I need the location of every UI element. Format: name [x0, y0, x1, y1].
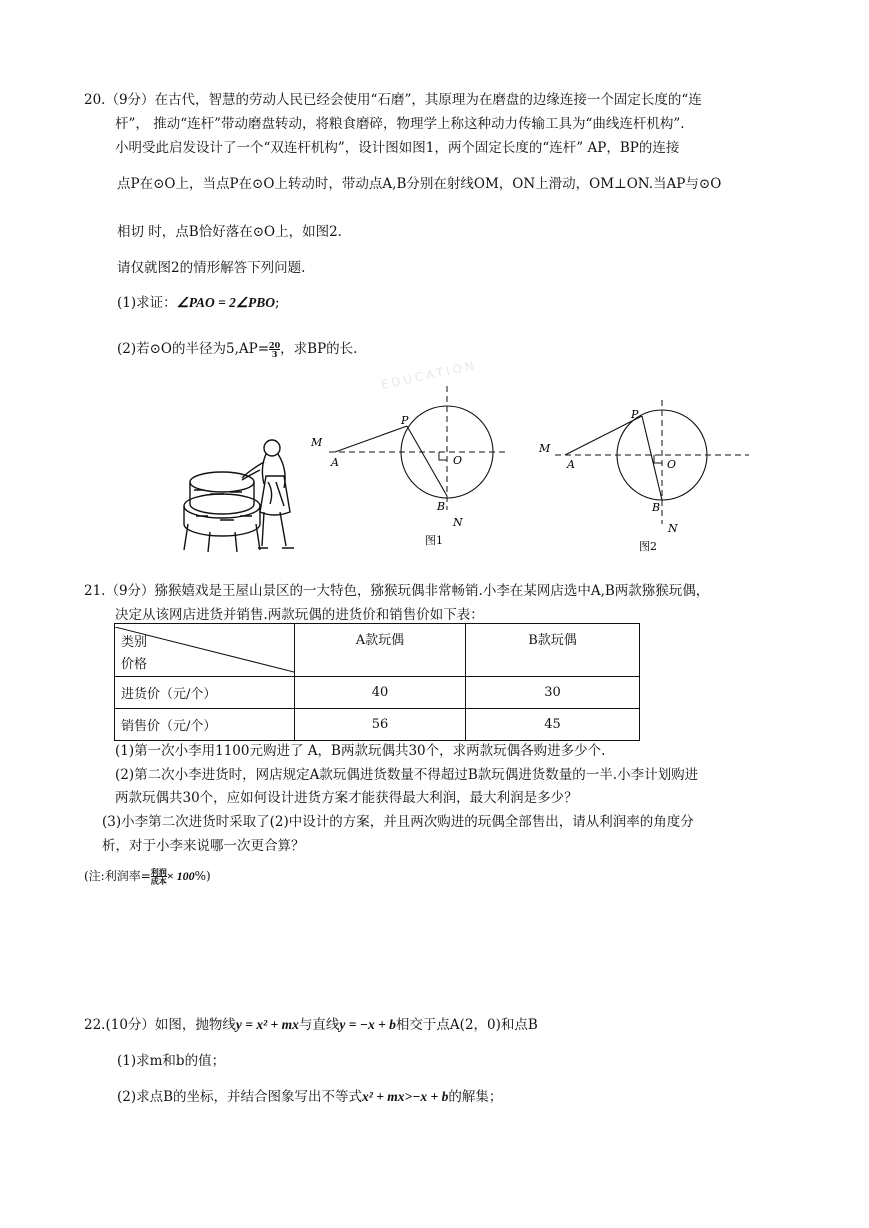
fig2-rod-ap: [565, 416, 642, 455]
q22-line1: [84, 1013, 538, 1033]
q20-part1: [117, 291, 280, 311]
q21-note: [84, 867, 211, 885]
figure-2: [535, 396, 753, 554]
fig2-label-o: O: [667, 458, 677, 471]
price-table-col-a: A款玩偶: [295, 624, 466, 677]
price-table-corner-cell: [115, 624, 295, 677]
q21-note-prefix: (注:利润率=: [84, 869, 151, 883]
price-table-cell-b: 30: [466, 677, 640, 709]
fig1-label-m: M: [311, 436, 323, 449]
price-table-cell-a: 40: [295, 677, 466, 709]
q20-line5: 相切 时，点B恰好落在⊙O上，如图2.: [117, 224, 342, 240]
q21-part3a: (3)小李第二次进货时采取了(2)中设计的方案，并且两次购进的玩偶全部售出，请从利润率的角度分: [102, 814, 694, 830]
price-table-row: [115, 709, 640, 741]
q20-line3: 小明受此启发设计了一个“双连杆机构”，设计图如图1，两个固定长度的“连杆” AP，BP的连接: [115, 140, 680, 156]
q20-line4: 点P在⊙O上，当点P在⊙O上转动时，带动点A,B分别在射线OM，ON上滑动，OM⊥ON.当AP与⊙O: [117, 176, 722, 192]
fig2-label-n: N: [668, 522, 678, 535]
q20-part2-fraction-numerator: 20: [269, 340, 281, 350]
q22-part1: (1)求m和b的值；: [117, 1053, 226, 1069]
fig2-caption: 图2: [639, 540, 657, 553]
fig1-label-a: A: [331, 456, 339, 469]
q20-part2-suffix: ，求BP的长.: [280, 341, 358, 357]
corner-label-price: 价格: [121, 656, 148, 672]
watermark: EDUCATION: [379, 358, 478, 392]
q20-part2-fraction-denominator: 3: [271, 349, 278, 359]
q20-line2: 杆”， 推动“连杆”带动磨盘转动，将粮食磨碎，物理学上称这种动力传输工具为“曲线连杆机构”.: [115, 116, 685, 132]
fig1-label-b: B: [437, 500, 446, 513]
fig1-label-n: N: [453, 516, 463, 529]
fig1-caption: 图1: [425, 534, 443, 547]
fig1-rod-ap: [335, 426, 407, 452]
q21-note-denominator: 成本: [150, 876, 167, 886]
figure-1: [305, 378, 513, 550]
fig2-label-b: B: [652, 501, 661, 514]
q22-part2-prefix: (2)求点B的坐标，并结合图象写出不等式: [117, 1089, 363, 1105]
q21-part3b: 析，对于小李来说哪一次更合算？: [102, 838, 305, 854]
fig2-label-a: A: [567, 458, 575, 471]
fig2-label-p: P: [631, 408, 639, 421]
q22-inequality: x² + mx>−x + b: [362, 1089, 449, 1104]
q20-part1-suffix: ;: [275, 295, 280, 311]
price-table-row-label: 销售价（元/个）: [115, 709, 295, 741]
q21-line1: 21.（9分）猕猴嬉戏是王屋山景区的一大特色，猕猴玩偶非常畅销.小李在某网店选中A,B两款猕猴玩偶，: [84, 583, 710, 599]
price-table-row: [115, 677, 640, 709]
q22-parabola-eq: y = x² + mx: [235, 1017, 299, 1032]
q20-line6: 请仅就图2的情形解答下列问题.: [117, 260, 306, 276]
price-table-cell-a: 56: [295, 709, 466, 741]
fig2-label-m: M: [539, 442, 551, 455]
q21-note-fraction: [151, 868, 167, 885]
fig1-label-o: O: [453, 454, 463, 467]
q21-note-suffix: %): [194, 869, 211, 883]
q21-note-times: × 100: [166, 869, 195, 883]
q22-line-eq: y = −x + b: [339, 1017, 396, 1032]
price-table: [114, 623, 640, 741]
q20-part2-fraction: [269, 341, 280, 358]
price-table-cell-b: 45: [466, 709, 640, 741]
price-table-col-b: B款玩偶: [466, 624, 640, 677]
q22-line1-mid: 与直线: [298, 1017, 340, 1033]
fig2-right-angle: [654, 455, 662, 463]
q22-line1-suffix: 相交于点A(2，0)和点B: [395, 1017, 538, 1033]
q21-part2a: (2)第二次小李进货时，网店规定A款玩偶进货数量不得超过B款玩偶进货数量的一半.小李计划购进: [115, 767, 699, 783]
q20-part1-math: ∠PAO = 2∠PBO: [176, 295, 276, 310]
fig1-rod-bp: [407, 426, 447, 496]
q20-part2: [117, 337, 357, 358]
price-table-row-label: 进货价（元/个）: [115, 677, 295, 709]
q20-part2-prefix: (2)若⊙O的半径为5,AP=: [117, 341, 270, 357]
q20-part1-prefix: (1)求证：: [117, 295, 177, 311]
corner-label-category: 类别: [121, 634, 148, 650]
q21-part2b: 两款玩偶共30个，应如何设计进货方案才能获得最大利润，最大利润是多少？: [115, 790, 578, 806]
q21-part1: (1)第一次小李用1100元购进了 A，B两款玩偶共30个，求两款玩偶各购进多少个.: [115, 743, 606, 759]
q20-line1: 20.（9分）在古代，智慧的劳动人民已经会使用“石磨”，其原理为在磨盘的边缘连接一个固定长度的“连: [84, 92, 702, 108]
q22-part2: [117, 1085, 502, 1105]
q22-part2-suffix: 的解集；: [448, 1089, 503, 1105]
fig2-rod-bp: [642, 416, 662, 500]
fig1-label-p: P: [401, 414, 409, 427]
q21-line2: 决定从该网店进货并销售.两款玩偶的进货价和销售价如下表：: [115, 607, 484, 623]
q22-line1-prefix: 22.(10分）如图，抛物线: [84, 1017, 236, 1033]
price-table-header-row: [115, 624, 640, 677]
fig1-right-angle: [439, 452, 447, 460]
millstone-illustration: [180, 432, 305, 554]
q21-note-numerator: 利润: [150, 867, 167, 877]
